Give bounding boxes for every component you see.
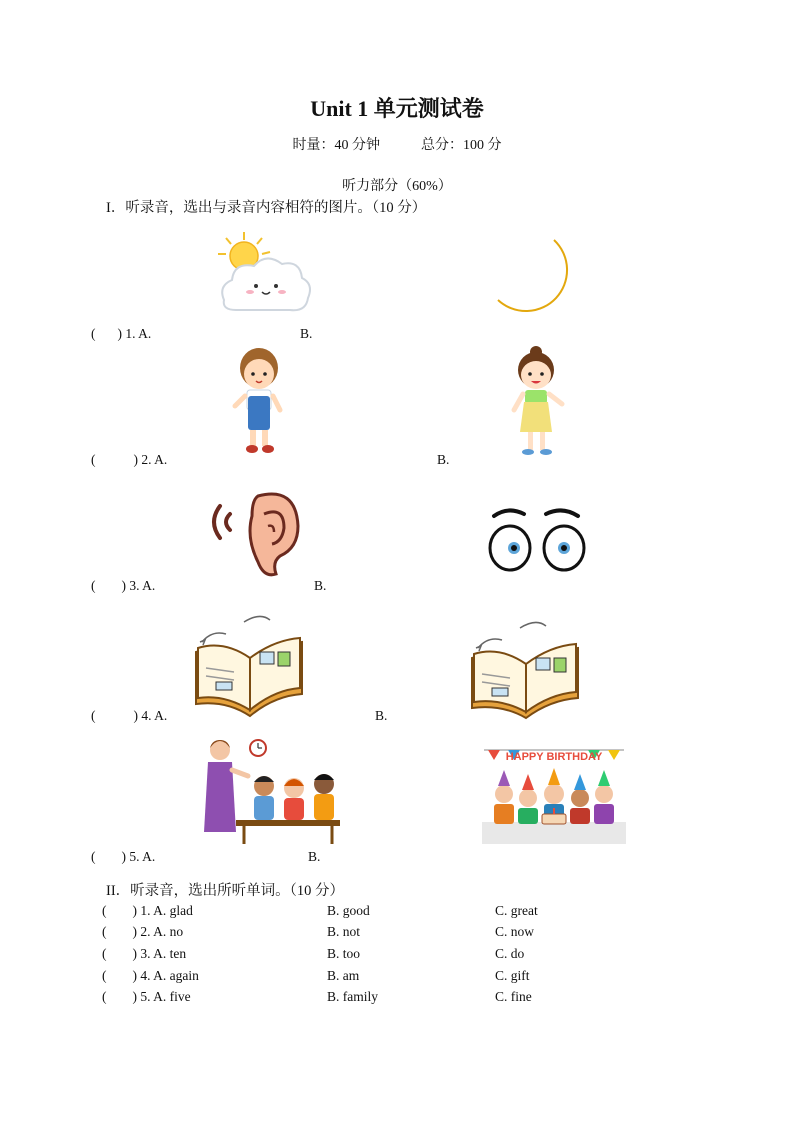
birthday-banner: HAPPY BIRTHDAY <box>505 751 603 763</box>
exam-meta <box>0 134 794 154</box>
girl-icon <box>506 344 570 460</box>
word-row: ( ) 1. A. glad <box>102 903 193 918</box>
q4-line: ( ) 4. A. <box>91 708 168 723</box>
word-c: C. do <box>495 946 525 961</box>
word-c: C. now <box>495 924 535 939</box>
word-row: ( ) 3. A. ten <box>102 946 187 961</box>
word-row: ( ) 4. A. again <box>102 968 199 983</box>
classroom-icon <box>202 736 346 848</box>
word-row: ( ) 5. A. five <box>102 989 191 1004</box>
q5-b-label: B. <box>308 849 321 864</box>
q5-num: 5. A. <box>129 849 156 864</box>
q1-line: ( ) 1. A. <box>91 326 152 341</box>
sun-cloud-icon <box>214 230 316 322</box>
word-b: B. good <box>327 903 370 918</box>
q2-num: 2. A. <box>141 452 168 467</box>
q2-line: ( ) 2. A. <box>91 452 168 467</box>
word-row: ( ) 2. A. no <box>102 924 184 939</box>
moon-icon <box>494 236 580 324</box>
score-label: 总分：100 分 <box>421 138 502 153</box>
word-c: C. gift <box>495 968 530 983</box>
eyes-icon <box>484 504 590 574</box>
word-c: C. fine <box>495 989 532 1004</box>
word-b: B. not <box>327 924 361 939</box>
word-b: B. am <box>327 968 360 983</box>
q3-line: ( ) 3. A. <box>91 578 156 593</box>
listening-heading: 听力部分（60%） <box>342 179 452 194</box>
birthday-party-icon <box>478 742 630 846</box>
q5-line: ( ) 5. A. <box>91 849 156 864</box>
q3-b-label: B. <box>314 578 327 593</box>
q1-num: 1. A. <box>125 326 152 341</box>
page-title: Unit 1 单元测试卷 <box>310 96 484 121</box>
open-book-icon <box>466 618 584 722</box>
q1-b-label: B. <box>300 326 313 341</box>
q3-num: 3. A. <box>129 578 156 593</box>
q4-num: 4. A. <box>141 708 168 723</box>
word-b: B. too <box>327 946 361 961</box>
section2-heading: II．听录音，选出所听单词。（10 分） <box>106 883 345 899</box>
word-b: B. family <box>327 989 378 1004</box>
ear-icon <box>206 486 302 578</box>
boy-icon <box>230 346 288 456</box>
q4-b-label: B. <box>375 708 388 723</box>
q2-b-label: B. <box>437 452 450 467</box>
word-c: C. great <box>495 903 538 918</box>
section1-heading: I．听录音，选出与录音内容相符的图片。（10 分） <box>106 200 427 216</box>
open-book-icon <box>190 612 308 720</box>
time-label: 时量：40 分钟 <box>292 138 380 153</box>
